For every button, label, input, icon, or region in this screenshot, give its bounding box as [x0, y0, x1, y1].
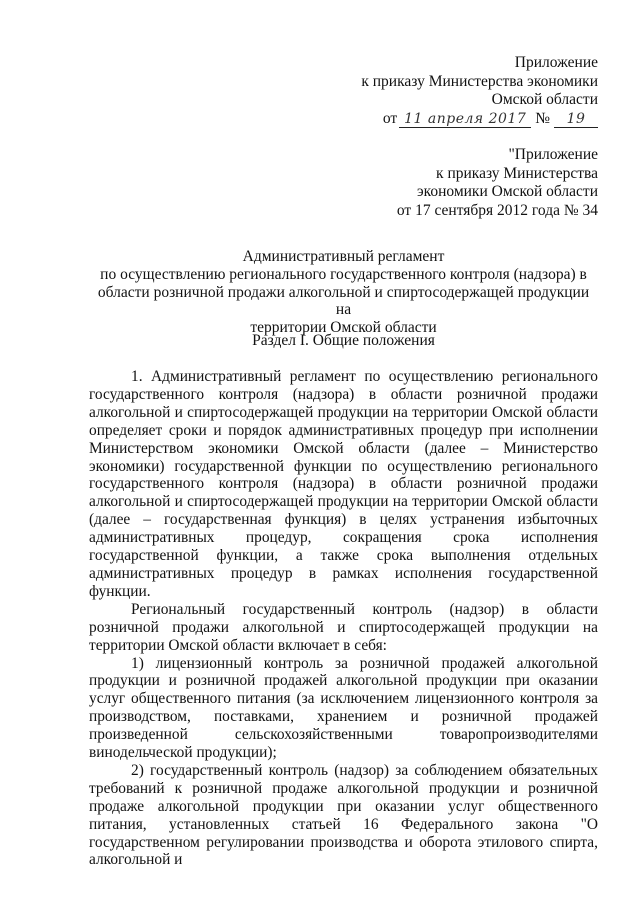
original-appendix-header — [397, 146, 598, 220]
title-line: по осуществлению регионального государственного контроля (надзора) в — [100, 265, 587, 283]
document-body — [89, 368, 598, 869]
handwritten-number: 19 — [554, 112, 598, 128]
date-prefix: от — [382, 109, 398, 127]
title-line: территории Омской области — [250, 319, 437, 337]
section-heading: Раздел I. Общие положения — [252, 332, 435, 349]
original-order-ref: к приказу Министерства — [436, 164, 598, 182]
original-date: от 17 сентября 2012 года № 34 — [396, 201, 598, 219]
paragraph: 2) государственный контроль (надзор) за соблюдением обязательных требований к розничной продаже алкогольной продукции и розничной продаже алкогольной продукции при оказании услуг общественного питания, установленных статьей 16 Федерального закона "О государственном регулировании производства и оборота этилового спирта, алкогольной и — [89, 761, 598, 869]
document-title — [89, 248, 598, 337]
title-line: Административный регламент — [242, 248, 445, 265]
original-appendix-label: "Приложение — [508, 146, 598, 163]
paragraph: 1) лицензионный контроль за розничной продажей алкогольной продукции и розничной продажей алкогольной продукции при оказании услуг общественного питания (за исключением лицензионного контроля за производством, поставками, хранением и розничной продажей произведенной сельскохозяйственными товаропроизводителями винодельческой продукции); — [89, 654, 598, 762]
appendix-date-line — [361, 110, 598, 129]
title-line: области розничной продажи алкогольной и спиртосодержащей продукции на — [97, 283, 590, 319]
appendix-header — [361, 54, 598, 128]
paragraph: Региональный государственный контроль (надзор) в области розничной продажи алкогольной и спиртосодержащей продукции на территории Омской области включает в себя: — [89, 600, 598, 654]
appendix-region: Омской области — [491, 91, 598, 109]
handwritten-date: 11 апреля 2017 — [399, 112, 531, 128]
original-region: экономики Омской области — [416, 183, 598, 201]
number-label: № — [535, 109, 550, 127]
appendix-label: Приложение — [514, 54, 598, 71]
appendix-order-ref: к приказу Министерства экономики — [361, 72, 598, 90]
paragraph: 1. Административный регламент по осуществлению регионального государственного контроля (надзора) в области розничной продажи алкогольной и спиртосодержащей продукции на территории Омской области определяет сроки и порядок административных процедур при исполнении Министерством экономики Омской области (далее – Министерство экономики) государственной функции по осуществлению регионального государственного контроля (надзора) в области розничной продажи алкогольной и спиртосодержащей продукции на территории Омской области (далее – государственная функция) в целях устранения избыточных административных процедур, сокращения срока исполнения государственной функции, а также срока выполнения отдельных административных процедур в рамках исполнения государственной функции. — [89, 368, 598, 600]
